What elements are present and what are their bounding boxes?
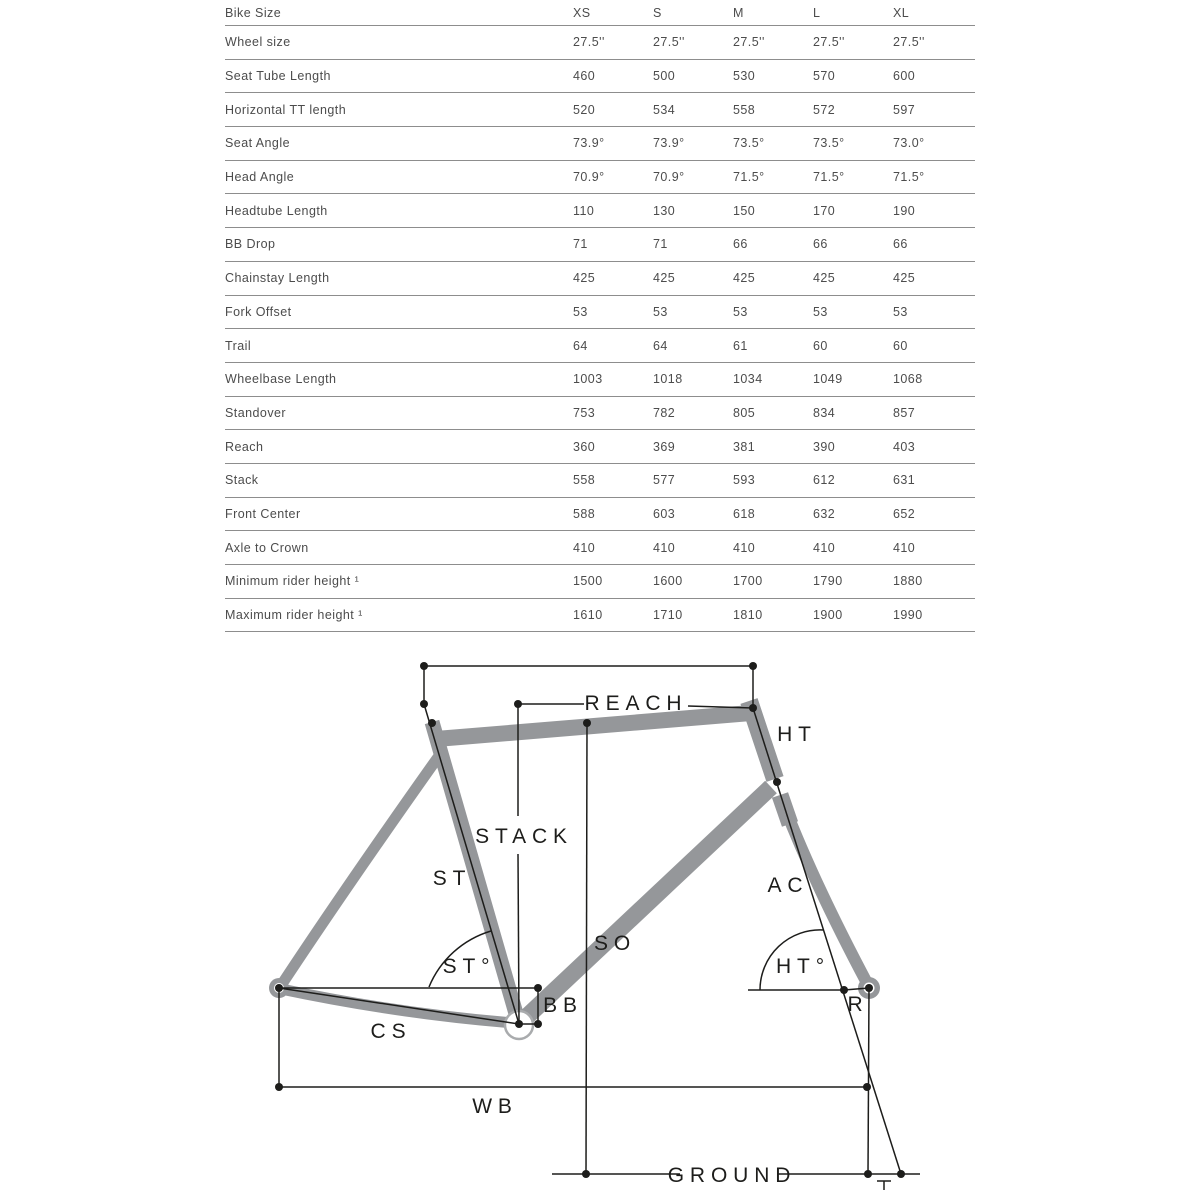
axle-to-crown-label: AC (767, 874, 809, 897)
column-header-label: Bike Size (225, 5, 282, 20)
row-value: 558 (733, 102, 756, 117)
row-value: 410 (653, 540, 676, 555)
row-value: 403 (893, 439, 916, 454)
row-value: 70.9° (653, 170, 685, 185)
row-value: 603 (653, 506, 676, 521)
row-value: 53 (573, 304, 588, 319)
measure-dot (534, 1020, 542, 1028)
size-column-header: XS (573, 5, 591, 20)
table-row (225, 430, 975, 464)
size-column-header: S (653, 5, 662, 20)
row-value: 66 (733, 237, 748, 252)
row-value: 73.5° (813, 136, 845, 151)
row-value: 857 (893, 405, 916, 420)
row-value: 652 (893, 506, 916, 521)
row-value: 577 (653, 473, 676, 488)
row-value: 530 (733, 69, 756, 84)
row-value: 73.9° (653, 136, 685, 151)
row-value: 1049 (813, 372, 843, 387)
measure-dot (897, 1170, 905, 1178)
row-value: 1990 (893, 608, 923, 623)
row-label: Head Angle (225, 170, 295, 185)
row-value: 425 (653, 271, 676, 286)
measurement-lines (279, 666, 920, 1190)
row-value: 53 (653, 304, 668, 319)
row-value: 1810 (733, 608, 763, 623)
row-value: 66 (893, 237, 908, 252)
ground-label: GROUND (667, 1164, 797, 1187)
measure-dot (420, 662, 428, 670)
table-row (225, 127, 975, 161)
row-label: Standover (225, 405, 287, 420)
row-value: 53 (893, 304, 908, 319)
row-value: 593 (733, 473, 756, 488)
row-value: 1003 (573, 372, 603, 387)
row-label: Chainstay Length (225, 271, 330, 286)
table-row (225, 329, 975, 363)
measure-dot (514, 700, 522, 708)
measure-dot (773, 778, 781, 786)
row-value: 1610 (573, 608, 603, 623)
row-value: 588 (573, 506, 596, 521)
row-label: Trail (225, 338, 252, 353)
row-value: 1500 (573, 574, 603, 589)
table-row (225, 60, 975, 94)
table-row (225, 228, 975, 262)
row-label: Horizontal TT length (225, 102, 347, 117)
row-value: 27.5'' (893, 35, 925, 50)
row-value: 1900 (813, 608, 843, 623)
row-value: 618 (733, 506, 756, 521)
row-value: 73.0° (893, 136, 925, 151)
row-value: 1790 (813, 574, 843, 589)
measure-dot (275, 1083, 283, 1091)
row-label: Front Center (225, 506, 301, 521)
row-value: 534 (653, 102, 676, 117)
table-row (225, 26, 975, 60)
row-value: 425 (733, 271, 756, 286)
row-value: 753 (573, 405, 596, 420)
row-value: 390 (813, 439, 836, 454)
row-value: 27.5'' (573, 35, 605, 50)
row-value: 425 (813, 271, 836, 286)
row-value: 73.9° (573, 136, 605, 151)
row-value: 64 (653, 338, 668, 353)
reach-label: REACH (584, 692, 688, 715)
measure-dot (865, 984, 873, 992)
steering-axis-line (753, 708, 901, 1174)
table-row (225, 397, 975, 431)
row-value: 520 (573, 102, 596, 117)
row-value: 53 (733, 304, 748, 319)
row-value: 1600 (653, 574, 683, 589)
chainstay-line (279, 988, 519, 1024)
row-value: 500 (653, 69, 676, 84)
row-value: 27.5'' (653, 35, 685, 50)
row-value: 150 (733, 203, 756, 218)
table-row (225, 531, 975, 565)
size-column-header: L (813, 5, 821, 20)
row-label: Stack (225, 473, 259, 488)
table-row (225, 599, 975, 633)
row-value: 71 (653, 237, 668, 252)
row-value: 71 (573, 237, 588, 252)
row-value: 60 (813, 338, 828, 353)
row-value: 66 (813, 237, 828, 252)
head-tube-label: HT (777, 723, 817, 746)
chainstay-label: CS (370, 1020, 412, 1043)
trail-label: R (847, 993, 869, 1016)
table-row (225, 363, 975, 397)
standover-line (586, 723, 587, 1174)
row-label: Seat Angle (225, 136, 290, 151)
row-value: 834 (813, 405, 836, 420)
row-value: 631 (893, 473, 916, 488)
measure-dot (864, 1170, 872, 1178)
row-value: 60 (893, 338, 908, 353)
stack-label: STACK (475, 825, 573, 848)
row-value: 360 (573, 439, 596, 454)
size-column-header: XL (893, 5, 910, 20)
seat-tube-label: ST (432, 867, 472, 890)
table-row (225, 194, 975, 228)
frame-seat-stay (282, 753, 441, 984)
row-label: Minimum rider height ¹ (225, 574, 360, 589)
stack-line-lower (518, 854, 519, 1024)
row-value: 130 (653, 203, 676, 218)
row-value: 460 (573, 69, 596, 84)
head-angle-label: HT° (775, 955, 831, 978)
measure-dot (420, 700, 428, 708)
row-value: 27.5'' (813, 35, 845, 50)
row-value: 64 (573, 338, 588, 353)
row-value: 600 (893, 69, 916, 84)
row-value: 782 (653, 405, 676, 420)
frame-down-tube (519, 787, 771, 1024)
standover-label: SO (593, 932, 637, 955)
row-value: 1034 (733, 372, 763, 387)
row-label: Wheelbase Length (225, 372, 337, 387)
row-value: 632 (813, 506, 836, 521)
table-header-row (225, 0, 975, 26)
row-value: 572 (813, 102, 836, 117)
measure-dot (275, 984, 283, 992)
row-value: 410 (893, 540, 916, 555)
table-row (225, 498, 975, 532)
row-value: 170 (813, 203, 836, 218)
row-label: Axle to Crown (225, 540, 309, 555)
row-value: 597 (893, 102, 916, 117)
row-value: 1880 (893, 574, 923, 589)
row-label: BB Drop (225, 237, 276, 252)
row-label: Maximum rider height ¹ (225, 608, 363, 623)
measure-dot (863, 1083, 871, 1091)
row-value: 410 (573, 540, 596, 555)
row-value: 612 (813, 473, 836, 488)
wheelbase-label: WB (472, 1095, 518, 1118)
table-row (225, 296, 975, 330)
row-label: Seat Tube Length (225, 69, 331, 84)
table-row (225, 161, 975, 195)
frame-geometry-diagram (0, 640, 1200, 1200)
row-value: 410 (813, 540, 836, 555)
row-value: 53 (813, 304, 828, 319)
measure-dot (428, 719, 436, 727)
row-value: 369 (653, 439, 676, 454)
row-value: 73.5° (733, 136, 765, 151)
measure-dot (534, 984, 542, 992)
row-value: 410 (733, 540, 756, 555)
size-column-header: M (733, 5, 744, 20)
measure-dot (582, 1170, 590, 1178)
table-row (225, 262, 975, 296)
row-value: 1700 (733, 574, 763, 589)
row-value: 71.5° (813, 170, 845, 185)
row-value: 381 (733, 439, 756, 454)
measure-dot (583, 719, 591, 727)
table-row (225, 565, 975, 599)
row-label: Reach (225, 439, 264, 454)
geometry-table (225, 0, 975, 632)
row-value: 805 (733, 405, 756, 420)
row-value: 425 (573, 271, 596, 286)
row-value: 61 (733, 338, 748, 353)
row-value: 27.5'' (733, 35, 765, 50)
seat-angle-label: ST° (442, 955, 496, 978)
row-value: 71.5° (733, 170, 765, 185)
row-value: 70.9° (573, 170, 605, 185)
row-value: 1068 (893, 372, 923, 387)
measure-dot (515, 1020, 523, 1028)
bb-drop-label: BB (543, 994, 583, 1017)
row-value: 71.5° (893, 170, 925, 185)
row-label: Wheel size (225, 35, 291, 50)
row-value: 190 (893, 203, 916, 218)
row-value: 425 (893, 271, 916, 286)
measure-dot (749, 704, 757, 712)
table-row (225, 464, 975, 498)
table-row (225, 93, 975, 127)
row-label: Fork Offset (225, 304, 292, 319)
row-value: 1018 (653, 372, 683, 387)
row-value: 570 (813, 69, 836, 84)
row-value: 110 (573, 203, 595, 218)
row-value: 558 (573, 473, 596, 488)
frame-top-tube (436, 713, 751, 739)
row-label: Headtube Length (225, 203, 328, 218)
row-value: 1710 (653, 608, 683, 623)
measure-dot (749, 662, 757, 670)
